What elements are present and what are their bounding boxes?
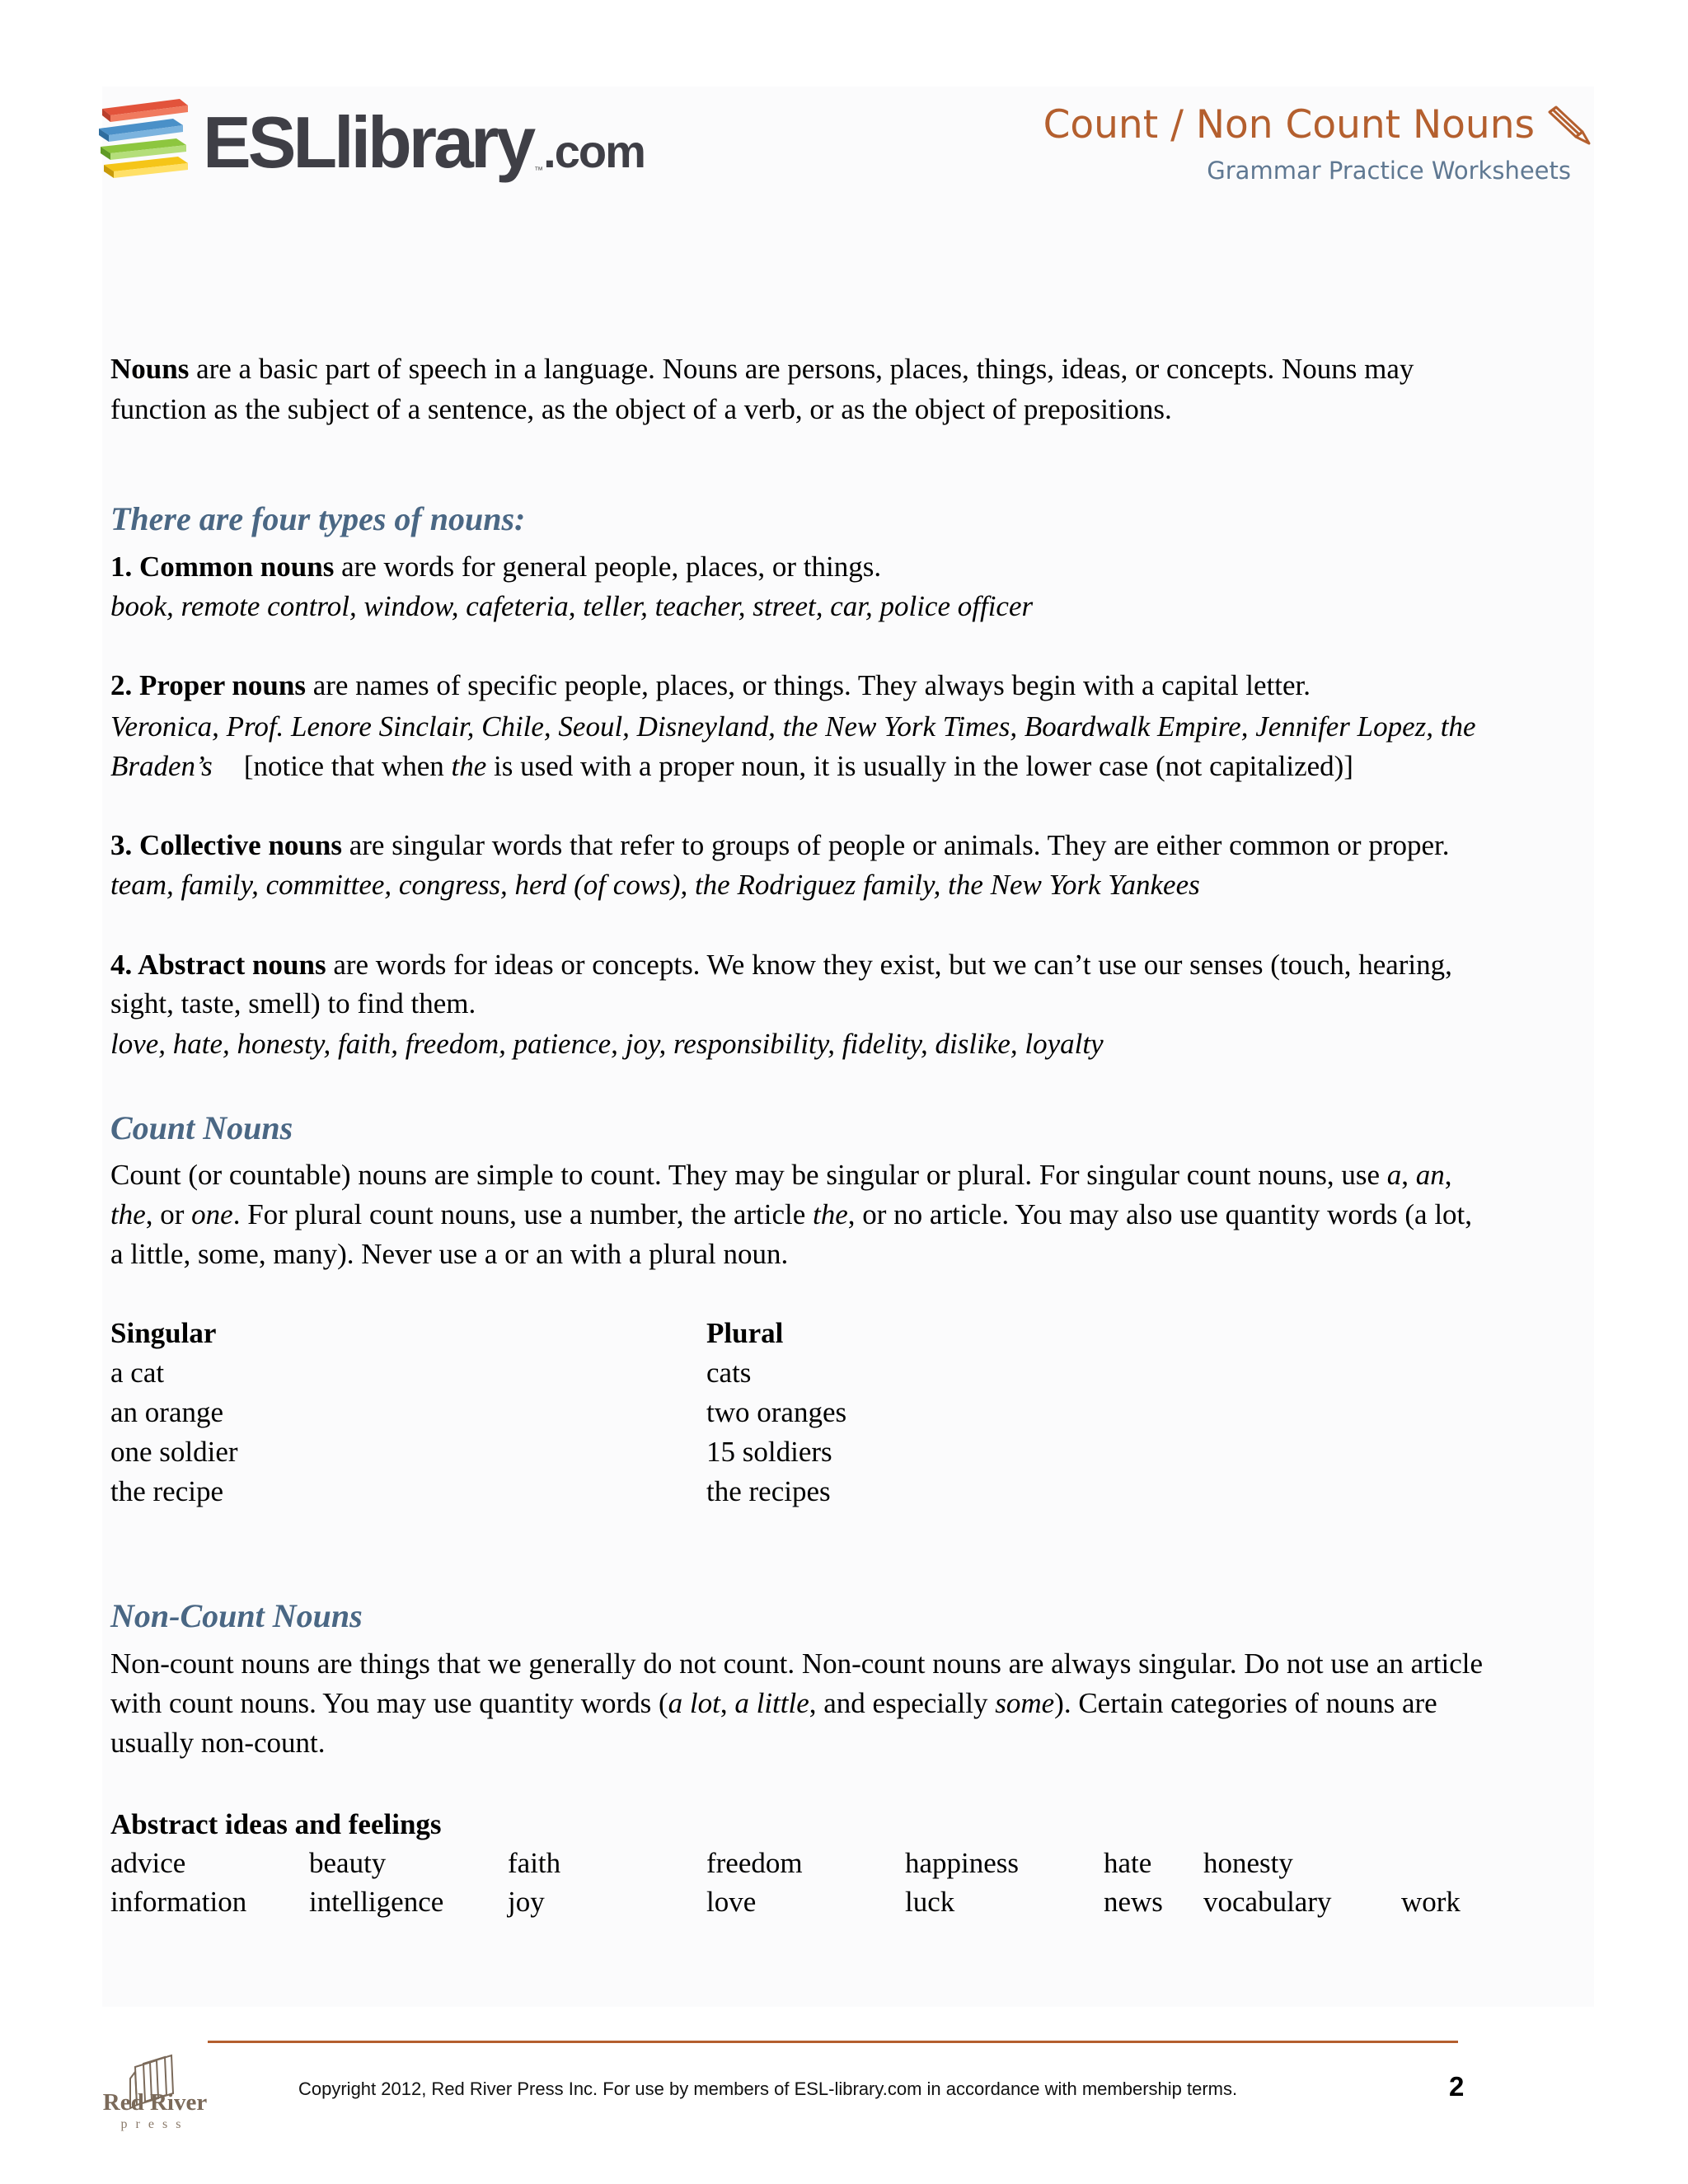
common-nouns-definition: 1. Common nouns are words for general people, places, or things. [110, 551, 882, 583]
noncount-word: advice [110, 1847, 186, 1879]
noncount-word: happiness [905, 1847, 1020, 1879]
count-nouns-line-3: a little, some, many). Never use a or an with a plural noun. [110, 1238, 789, 1270]
count-nouns-heading: Count Nouns [110, 1109, 293, 1146]
noncount-word: joy [508, 1886, 545, 1918]
noncount-word: intelligence [309, 1886, 444, 1918]
proper-nouns-examples: Veronica, Prof. Lenore Sinclair, Chile, Seoul, Disneyland, the New York Times, Boardwalk Empire, Jennifer Lopez, the [110, 710, 1476, 743]
category-heading: Abstract ideas and feelings [110, 1808, 442, 1840]
noncount-word: beauty [309, 1847, 387, 1879]
noncount-word: vocabulary [1203, 1886, 1332, 1918]
abstract-nouns-definition: 4. Abstract nouns are words for ideas or concepts. We know they exist, but we can’t use our senses (touch, hearing, [110, 949, 1452, 981]
proper-nouns-definition: 2. Proper nouns are names of specific people, places, or things. They always begin with a capital letter. [110, 669, 1311, 701]
intro-line-1: Nouns are a basic part of speech in a language. Nouns are persons, places, things, ideas, or concepts. Nouns may [110, 353, 1414, 385]
singular-item: an orange [110, 1396, 224, 1428]
noncount-word: faith [508, 1847, 561, 1879]
publisher-press: press [120, 2117, 190, 2131]
publisher-name: Red River [102, 2089, 208, 2116]
pencil-icon [1543, 99, 1592, 148]
logo-wordmark: ESLlibrary ™.com [203, 101, 645, 183]
noncount-line-2: with count nouns. You may use quantity words (a lot, a little, and especially some). Certain categories of nouns are [110, 1687, 1437, 1719]
singular-item: one soldier [110, 1436, 238, 1468]
singular-item: the recipe [110, 1475, 223, 1507]
noncount-word: freedom [706, 1847, 803, 1879]
singular-header: Singular [110, 1317, 217, 1349]
plural-item: the recipes [706, 1475, 831, 1507]
types-heading: There are four types of nouns: [110, 500, 526, 537]
noncount-word: work [1401, 1886, 1461, 1918]
noncount-line-1: Non-count nouns are things that we generally do not count. Non-count nouns are always singular. Do not use an article [110, 1647, 1484, 1680]
esl-library-logo [97, 97, 645, 192]
abstract-nouns-definition-cont: sight, taste, smell) to find them. [110, 987, 476, 1019]
singular-item: a cat [110, 1357, 165, 1389]
count-nouns-line-1: Count (or countable) nouns are simple to count. They may be singular or plural. For singular count nouns, use a, an, [110, 1159, 1452, 1191]
footer-divider [208, 2041, 1458, 2043]
intro-line-2: function as the subject of a sentence, as the object of a verb, or as the object of prepositions. [110, 393, 1172, 425]
plural-item: two oranges [706, 1396, 847, 1428]
page-number: 2 [1449, 2071, 1465, 2102]
proper-nouns-note: Braden’s [notice that when the is used with a proper noun, it is usually in the lower case (not capitalized)] [110, 750, 1353, 782]
noncount-word: love [706, 1886, 757, 1918]
copyright-notice: Copyright 2012, Red River Press Inc. For use by members of ESL-library.com in accordance with membership terms. [298, 2079, 1238, 2099]
collective-nouns-definition: 3. Collective nouns are singular words that refer to groups of people or animals. They are either common or proper. [110, 829, 1450, 861]
noncount-word: information [110, 1886, 247, 1918]
noncount-word: hate [1104, 1847, 1152, 1879]
plural-header: Plural [706, 1317, 784, 1349]
noncount-word: honesty [1203, 1847, 1293, 1879]
noncount-line-3: usually non-count. [110, 1727, 326, 1759]
plural-item: cats [706, 1357, 752, 1389]
worksheet-subtitle: Grammar Practice Worksheets [1207, 157, 1571, 185]
worksheet-title: Count / Non Count Nouns [1043, 102, 1535, 148]
count-nouns-line-2: the, or one. For plural count nouns, use a number, the article the, or no article. You may also use quantity words (a lot, [110, 1198, 1473, 1230]
common-nouns-examples: book, remote control, window, cafeteria, teller, teacher, street, car, police officer [110, 590, 1034, 622]
noncount-word: luck [905, 1886, 955, 1918]
plural-item: 15 soldiers [706, 1436, 832, 1468]
collective-nouns-examples: team, family, committee, congress, herd (of cows), the Rodriguez family, the New York Yankees [110, 869, 1200, 901]
books-stack-icon [97, 97, 195, 188]
noncount-nouns-heading: Non-Count Nouns [110, 1597, 363, 1634]
noncount-word: news [1104, 1886, 1163, 1918]
abstract-nouns-examples: love, hate, honesty, faith, freedom, patience, joy, responsibility, fidelity, dislike, loyalty [110, 1028, 1104, 1060]
